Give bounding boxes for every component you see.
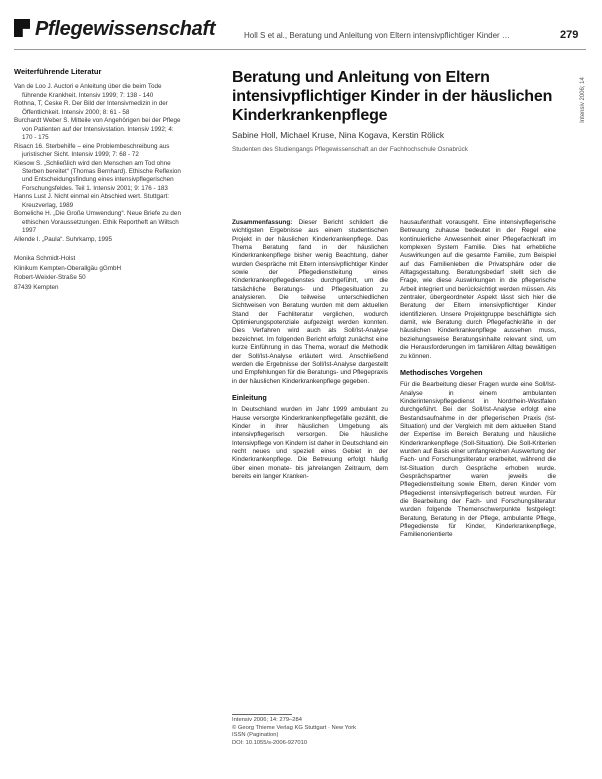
journal-logo-mark-icon xyxy=(14,19,30,37)
side-note-text: Intensiv 2006; 14 xyxy=(580,77,586,123)
footnote-doi: DOI: 10.1055/s-2006-927010 xyxy=(232,740,308,747)
summary-text: Dieser Bericht schildert die wichtigsten Ergebnisse aus einem studentischen Projekt in der häuslichen Kinderkrankenpflege. Das Thema Beratung fand in der häuslichen Kinderkrankenpflege bisher wenig Beachtung, daher wurden Gespräche mit Eltern intensivpflichtiger Kinder sowie der Pflegedienstleitung eines Kinderkrankenpflegedienstes durchgeführt, um die tatsächliche Beratungs- und Pflegesituation zu analysieren. Die teilweise unterschiedlichen Sichtweisen von Beratung wurden mit dem aktuellen Stand der Fachliteratur verglichen, wodurch Optimierungspotenziale aufgezeigt werden konnten. Dies Verfahren wird auch als Soll/Ist-Analyse bezeichnet. Im folgenden Bericht erfolgt zunächst eine kurze Einführung in das Thema, worauf die Methodik der Soll/Ist-Analyse erläutert wird. Anschließend werden die Ergebnisse der Soll/Ist-Analyse dargestellt und Empfehlungen für die Beratungs- und Pflegepraxis in der häuslichen Kinderkrankenpflege gegeben. xyxy=(232,219,388,385)
methods-heading: Methodisches Vorgehen xyxy=(400,367,483,377)
intro-heading: Einleitung xyxy=(232,392,267,402)
intro-text: In Deutschland wurden im Jahr 1999 ambulant zu Hause versorgte Kinderkrankenpflegefälle gezählt, die Kinder in ihrer häuslichen Umgebung als intensivpflegerisch versorgen. Die häusliche Intensivpflege von Kindern ist daher in Deutschland ein recht neues und speziell eines Gebiet in der Kinderkrankenpflege. Die Betreuung erfolgt häufig über einen monate- bis jahrelangen Zeitraum, dem bereits ein langer Kranken- xyxy=(232,406,388,480)
methods-text: Für die Bearbeitung dieser Fragen wurde eine Soll/Ist-Analyse in einem ambulanten Kinderintensivpflegedienst in Nordrhein-Westfalen durchgeführt. Bei der Soll/Ist-Analyse erfolgt eine Bestandsaufnahme in der pflegerischen Praxis (Ist-Situation) und der Vergleich mit dem aktuellen Stand der Expertise im Bereich Beratung und häusliche Kinderkrankenpflege (Soll-Situation). Die Soll-Kriterien wurden auf Basis einer umfangreichen Auswertung der Fach- und Forschungsliteratur erarbeitet, während die Ist-Situation durch Gespräche erhoben wurde. Gesprächspartner waren jeweils die Pflegedienstleitung sowie Eltern, deren Kinder vom Pflegedienst intensivpflegerisch betreut wurden. Für die Bearbeitung der Fach- und Forschungsliteratur wurden folgende Themenschwerpunkte festgelegt: Beratung, Beratung in der Pflege, ambulante Pflege, Pflegedienste für Kinder, Kinderkrankenpflege, Familienorientierte xyxy=(400,381,556,539)
contact-institution: Klinikum Kempten-Oberallgäu gGmbH xyxy=(14,264,122,272)
page-number: 279 xyxy=(560,29,579,41)
reference-item: Hanns Lust J. Nicht einmal ein Abschied wert. Stuttgart: Kreuzverlag, 1989 xyxy=(14,193,170,209)
article-column-left xyxy=(232,219,388,481)
body-paragraph: hausaufenthalt vorausgeht. Eine intensivpflegerische Betreuung zuhause bedeutet in der Regel eine kontinuierliche Anwesenheit einer Pflegefachkraft im komplexen System Familie. Dies hat erhebliche Auswirkungen auf die gesamte Familie, zum Beispiel auf das Familienleben die Privatsphäre oder die Alltagsgestaltung. Beratungsbedarf stellt sich die Frage, wie diese Auswirkungen in die pflegerische Arbeit integriert und berücksichtigt werden müssen. Als zentraler, übergeordneter Aspekt lässt sich hier die Beratung der Eltern intensivpflichtiger Kinder identifizieren. Unsere Projektgruppe beschäftigte sich damit, wie Beratung durch Pflegefachkräfte in der häuslichen Kinderkrankenpflege aussehen muss, beziehungsweise Beratungsinhalte relevant sind, um die Herausforderungen im familiären Alltag bewältigen zu können. xyxy=(400,219,556,360)
side-note xyxy=(578,60,588,140)
author-contact xyxy=(14,254,184,292)
further-reading-heading: Weiterführende Literatur xyxy=(14,67,102,76)
contact-name: Monika Schmidt-Holst xyxy=(14,255,76,263)
reference-item: Risacn 16. Sterbehilfe – eine Problembeschreibung aus juristischer Sicht. Intensiv 1999; 7: 68 - 72 xyxy=(14,142,170,159)
reference-item: Allende I. „Paula“. Suhrkamp, 1995 xyxy=(14,235,113,243)
reference-item: Bomeliche H. „Die Große Umwendung“. Neue Briefe zu den ethischen Voraussetzungen. Ethik Reportheft an Wiltsch 1997 xyxy=(14,210,181,235)
journal-logo xyxy=(14,18,264,46)
reference-item: Van de Loo J. Auctori e Anleitung über die beim Tode führende Krankheit. Intensiv 1999; 7: 138 - 140 xyxy=(14,83,162,99)
contact-street: Robert-Weixler-Straße 50 xyxy=(14,274,86,282)
reference-item: Rothna, T, Ceske R. Der Bild der Intensivmedizin in der Öffentlichkeit. Intensiv 2000; 8: 61 - 58 xyxy=(14,100,168,116)
footnote-publisher: © Georg Thieme Verlag KG Stuttgart · New York xyxy=(232,724,357,731)
reference-item: Burchardt Weber S. Mitteile von Angehörigen bei der Pflege von Patienten auf der Intensivstation. Intensiv 1992; 4: 170 - 175 xyxy=(14,117,181,142)
journal-name: Pflegewissenschaft xyxy=(35,18,216,40)
further-reading-sidebar xyxy=(14,68,184,292)
publication-footnote xyxy=(232,717,392,748)
running-head: Holl S et al., Beratung und Anleitung von Eltern intensivpflichtiger Kinder … xyxy=(244,31,510,40)
article-title: Beratung und Anleitung von Eltern intensivpflichtiger Kinder in der häuslichen Kinderkrankenpflege xyxy=(232,69,553,124)
contact-city: 87439 Kempten xyxy=(14,283,59,291)
header-divider xyxy=(14,49,586,50)
article-authors: Sabine Holl, Michael Kruse, Nina Kogava, Kerstin Rölick xyxy=(232,130,445,140)
footnote-citation: Intensiv 2006; 14: 279–284 xyxy=(232,717,302,723)
summary-paragraph xyxy=(232,219,388,386)
summary-label: Zusammenfassung: xyxy=(232,219,293,226)
article-column-right xyxy=(400,219,556,540)
footnote-divider xyxy=(232,714,292,715)
reference-item: Kiesow S. „Schließlich wird den Menschen am Tod ohne Sterben bereitet“ (Thomas Bernhard). Ethische Reflexion und Entscheidungsfindung eines intensivpflegerischen Forschungsfeldes. Teil 1. Intensiv 2001; 9: 176 - 183 xyxy=(14,159,181,192)
footnote-issn: ISSN (Pagination) xyxy=(232,732,279,739)
article-affiliation: Studenten des Studiengangs Pflegewissenschaft an der Fachhochschule Osnabrück xyxy=(232,146,468,153)
